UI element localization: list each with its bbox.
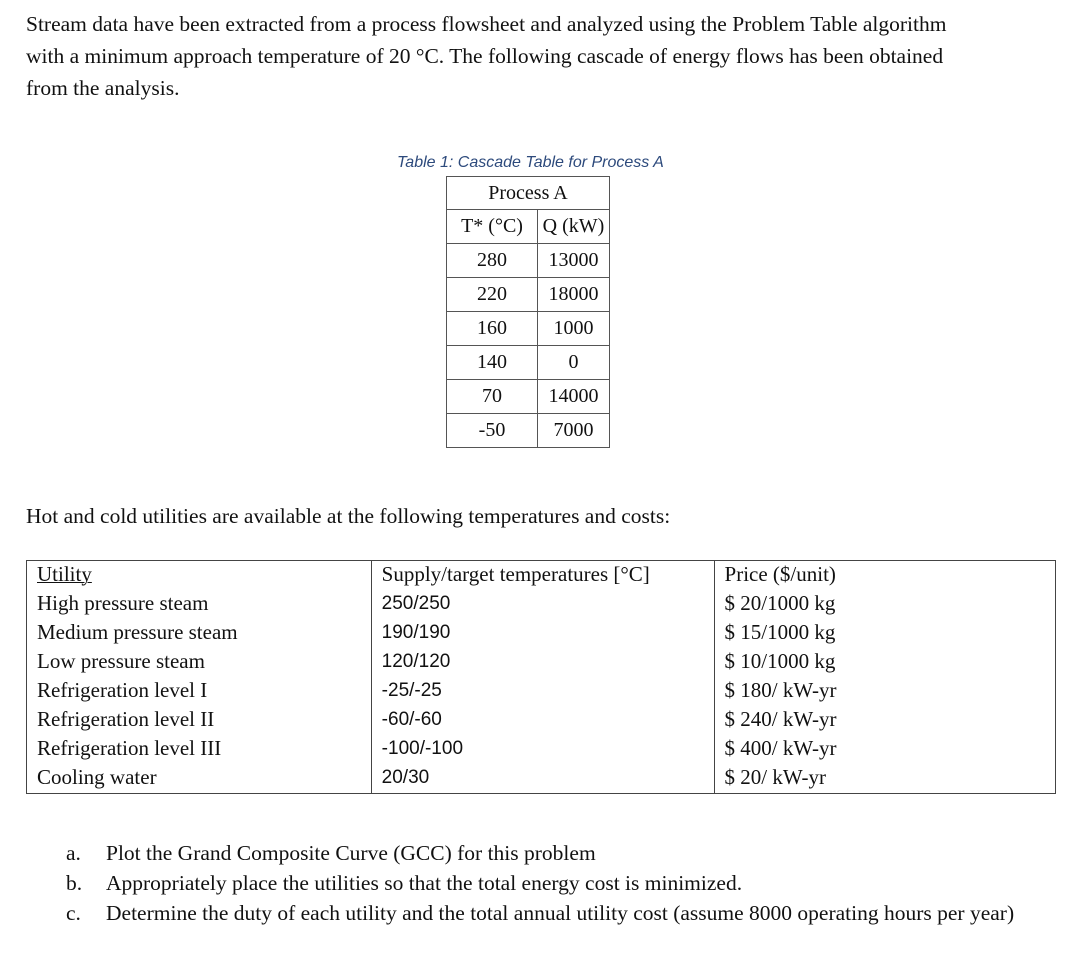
cell-price: $ 15/1000 kg bbox=[714, 619, 1055, 648]
col-header-heat-flow: Q (kW) bbox=[538, 210, 610, 244]
cascade-title-row bbox=[447, 177, 610, 210]
table-row bbox=[27, 590, 1056, 619]
cell-temperature: 20/30 bbox=[371, 764, 714, 794]
cascade-header-row bbox=[447, 210, 610, 244]
question-item bbox=[60, 868, 1050, 898]
intro-line-1: Stream data have been extracted from a process flowsheet and analyzed using the Problem Table algorithm bbox=[26, 12, 947, 36]
cell-temperature: -100/-100 bbox=[371, 735, 714, 764]
table-row bbox=[27, 648, 1056, 677]
cell-price: $ 20/ kW-yr bbox=[714, 764, 1055, 794]
col-header-price: Price ($/unit) bbox=[714, 561, 1055, 591]
cell-temperature: 120/120 bbox=[371, 648, 714, 677]
cell-utility: Refrigeration level III bbox=[27, 735, 372, 764]
cell-heat-flow: 18000 bbox=[538, 278, 610, 312]
table-row bbox=[27, 619, 1056, 648]
cell-temperature: 160 bbox=[447, 312, 538, 346]
cell-temperature: 140 bbox=[447, 346, 538, 380]
question-list bbox=[60, 838, 1050, 928]
cascade-table-caption: Table 1: Cascade Table for Process A bbox=[397, 154, 664, 171]
cell-price: $ 20/1000 kg bbox=[714, 590, 1055, 619]
table-row bbox=[447, 414, 610, 448]
cell-heat-flow: 14000 bbox=[538, 380, 610, 414]
table-row bbox=[447, 278, 610, 312]
question-marker: c. bbox=[66, 901, 81, 925]
table-row bbox=[447, 380, 610, 414]
col-header-utility: Utility bbox=[27, 561, 372, 591]
table-row bbox=[27, 764, 1056, 794]
cell-temperature: -60/-60 bbox=[371, 706, 714, 735]
question-item bbox=[60, 838, 1050, 868]
table-row bbox=[27, 677, 1056, 706]
utilities-header-row bbox=[27, 561, 1056, 591]
cell-heat-flow: 13000 bbox=[538, 244, 610, 278]
cell-temperature: -50 bbox=[447, 414, 538, 448]
table-row bbox=[27, 706, 1056, 735]
question-marker: b. bbox=[66, 871, 83, 895]
cell-price: $ 400/ kW-yr bbox=[714, 735, 1055, 764]
question-marker: a. bbox=[66, 841, 81, 865]
cell-utility: Refrigeration level II bbox=[27, 706, 372, 735]
col-header-temperatures: Supply/target temperatures [°C] bbox=[371, 561, 714, 591]
intro-line-2: with a minimum approach temperature of 20 °C. The following cascade of energy flows has been obtained bbox=[26, 44, 944, 68]
table-row bbox=[447, 346, 610, 380]
cell-temperature: 280 bbox=[447, 244, 538, 278]
question-item bbox=[60, 898, 1050, 928]
utilities-table bbox=[26, 560, 1056, 794]
cell-price: $ 180/ kW-yr bbox=[714, 677, 1055, 706]
cell-utility: Cooling water bbox=[27, 764, 372, 794]
cell-temperature: 190/190 bbox=[371, 619, 714, 648]
cell-price: $ 240/ kW-yr bbox=[714, 706, 1055, 735]
cell-price: $ 10/1000 kg bbox=[714, 648, 1055, 677]
table-row bbox=[447, 312, 610, 346]
cell-utility: High pressure steam bbox=[27, 590, 372, 619]
table-row bbox=[27, 735, 1056, 764]
cell-heat-flow: 1000 bbox=[538, 312, 610, 346]
cell-heat-flow: 7000 bbox=[538, 414, 610, 448]
intro-line-3: from the analysis. bbox=[26, 76, 180, 100]
cascade-table-title: Process A bbox=[447, 177, 610, 210]
cell-temperature: 220 bbox=[447, 278, 538, 312]
question-text: Appropriately place the utilities so that the total energy cost is minimized. bbox=[106, 871, 743, 895]
cell-temperature: 70 bbox=[447, 380, 538, 414]
table-row bbox=[447, 244, 610, 278]
question-text: Determine the duty of each utility and the total annual utility cost (assume 8000 operating hours per year) bbox=[106, 901, 1015, 925]
cell-temperature: 250/250 bbox=[371, 590, 714, 619]
intro-paragraph bbox=[26, 8, 1062, 104]
cell-heat-flow: 0 bbox=[538, 346, 610, 380]
question-text: Plot the Grand Composite Curve (GCC) for this problem bbox=[106, 841, 596, 865]
cell-utility: Medium pressure steam bbox=[27, 619, 372, 648]
cascade-table bbox=[446, 176, 610, 448]
cell-utility: Refrigeration level I bbox=[27, 677, 372, 706]
utilities-intro: Hot and cold utilities are available at the following temperatures and costs: bbox=[26, 504, 671, 528]
cell-temperature: -25/-25 bbox=[371, 677, 714, 706]
col-header-temperature: T* (°C) bbox=[447, 210, 538, 244]
cell-utility: Low pressure steam bbox=[27, 648, 372, 677]
